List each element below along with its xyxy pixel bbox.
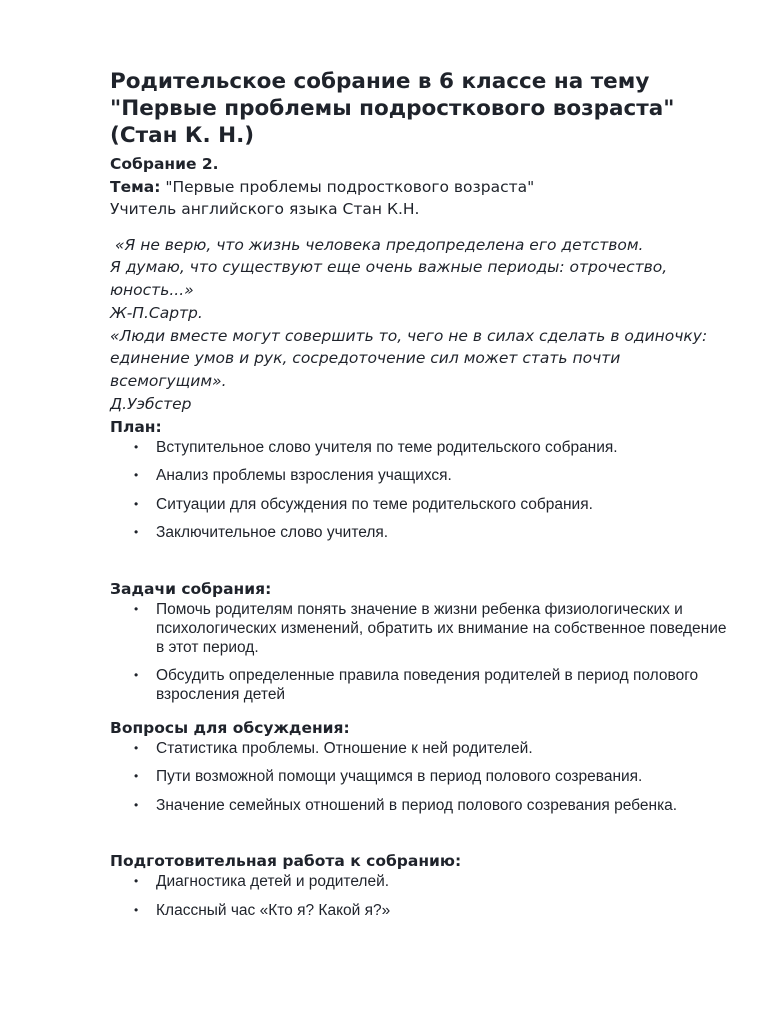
teacher-line: Учитель английского языка Стан К.Н. [110, 200, 420, 218]
list-item-text: Помочь родителям понять значение в жизни ребенка физиологических и психологических изменений, обратить их внимание на собственное поведение в этот период. [156, 600, 727, 656]
list-item [110, 438, 730, 457]
bullet-icon: • [134, 468, 139, 483]
bullet-icon: • [134, 874, 139, 889]
tasks-heading: Задачи собрания: [110, 579, 272, 598]
theme-value: "Первые проблемы подросткового возраста" [160, 177, 535, 196]
list-item [110, 767, 730, 786]
list-item [110, 523, 730, 542]
plan-heading: План: [110, 417, 162, 436]
list-item-text: Пути возможной помощи учащимся в период полового созревания. [156, 768, 643, 786]
meeting-number-text: Собрание 2. [110, 155, 219, 173]
bullet-icon: • [134, 740, 139, 755]
list-item [110, 901, 730, 920]
bullet-icon: • [134, 797, 139, 812]
list-item-text: Статистика проблемы. Отношение к ней родителей. [156, 739, 533, 757]
meeting-theme [110, 176, 730, 199]
tasks-list [110, 600, 730, 705]
bullet-icon: • [134, 601, 139, 616]
list-item-text: Классный час «Кто я? Какой я?» [156, 901, 391, 919]
list-item-text: Ситуации для обсуждения по теме родительского собрания. [156, 495, 593, 513]
list-item [110, 796, 730, 815]
bullet-icon: • [134, 668, 139, 683]
bullet-icon: • [134, 439, 139, 454]
list-item [110, 666, 730, 704]
preparation-list [110, 872, 730, 920]
theme-label: Тема: [110, 177, 161, 196]
list-item [110, 466, 730, 485]
epigraph-quotes [110, 234, 730, 416]
list-item [110, 872, 730, 891]
quote-author: Д.Уэбстер [110, 395, 192, 414]
bullet-icon: • [134, 902, 139, 917]
list-item-text: Вступительное слово учителя по теме родительского собрания. [156, 438, 618, 456]
list-item-text: Диагностика детей и родителей. [156, 873, 390, 891]
list-item [110, 739, 730, 758]
list-item-text: Заключительное слово учителя. [156, 524, 389, 542]
list-item-text: Значение семейных отношений в период полового созревания ребенка. [156, 796, 678, 814]
list-item-text: Обсудить определенные правила поведения родителей в период полового взросления детей [156, 667, 699, 704]
list-item [110, 600, 730, 657]
quote-line: Я думаю, что существуют еще очень важные периоды: отрочество, юность...» [110, 258, 668, 300]
list-item [110, 495, 730, 514]
bullet-icon: • [134, 769, 139, 784]
meeting-number [110, 153, 730, 176]
bullet-icon: • [134, 496, 139, 511]
preparation-heading: Подготовительная работа к собранию: [110, 852, 462, 871]
quote-line: «Люди вместе могут совершить то, чего не в силах сделать в одиночку: единение умов и рук, сосредоточение сил может стать почти всемогущим». [110, 326, 708, 391]
quote-line: «Я не верю, что жизнь человека предопределена его детством. [110, 235, 644, 254]
questions-heading: Вопросы для обсуждения: [110, 718, 350, 737]
document-page [110, 68, 730, 929]
document-title: Родительское собрание в 6 классе на тему "Первые проблемы подросткового возраста" (Стан К. Н.) [110, 69, 675, 148]
bullet-icon: • [134, 525, 139, 540]
quote-author: Ж-П.Сартр. [110, 303, 203, 322]
questions-list [110, 739, 730, 815]
list-item-text: Анализ проблемы взросления учащихся. [156, 467, 452, 485]
plan-list [110, 438, 730, 543]
